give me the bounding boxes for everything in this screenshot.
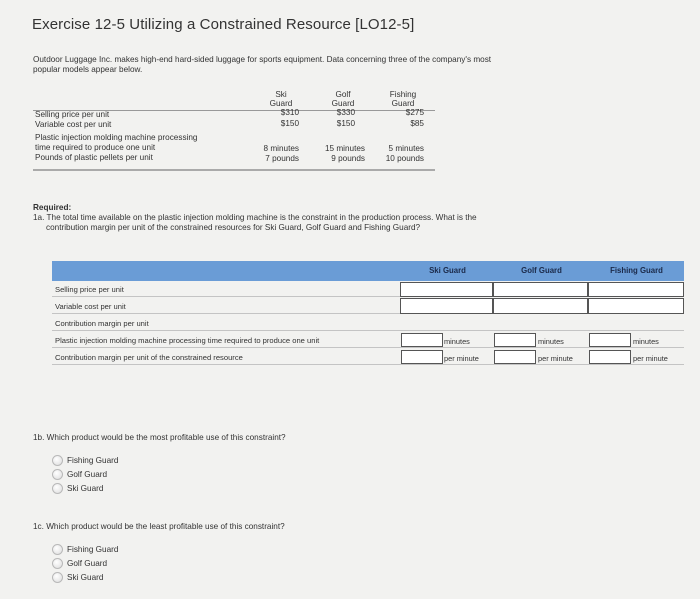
question-1c: 1c. Which product would be the least profitable use of this constraint? — [33, 522, 285, 531]
col-head-line: Golf — [335, 90, 351, 99]
option-label: Ski Guard — [67, 483, 104, 493]
row-label: Contribution margin per unit — [55, 319, 149, 328]
unit-label: per minute — [633, 354, 668, 363]
ski-selling-price-input[interactable] — [400, 282, 493, 297]
cell: $85 — [410, 119, 424, 128]
fishing-cm-per-minute-input[interactable] — [589, 350, 631, 364]
header-golf-guard: Golf Guard — [521, 266, 562, 275]
ski-cm-per-minute-input[interactable] — [401, 350, 443, 364]
option-label: Golf Guard — [67, 469, 108, 479]
col-head-line: Guard — [391, 99, 415, 108]
ski-variable-cost-input[interactable] — [400, 298, 493, 314]
radio-icon[interactable] — [52, 544, 63, 555]
answer-table — [52, 261, 684, 367]
col-head-ski — [261, 90, 301, 108]
option-label: Golf Guard — [67, 558, 108, 568]
radio-icon[interactable] — [52, 455, 63, 466]
col-head-golf — [323, 90, 363, 108]
question-1b: 1b. Which product would be the most profitable use of this constraint? — [33, 433, 286, 442]
option-label: Fishing Guard — [67, 544, 119, 554]
ski-processing-time-input[interactable] — [401, 333, 443, 347]
option-ski-guard[interactable] — [33, 570, 285, 584]
cell: 7 pounds — [265, 154, 299, 163]
radio-icon[interactable] — [52, 469, 63, 480]
row-label: Selling price per unit — [35, 110, 110, 119]
row-label: Selling price per unit — [55, 285, 124, 294]
fishing-selling-price-input[interactable] — [588, 282, 684, 297]
row-label: Variable cost per unit — [55, 302, 126, 311]
cell: $150 — [280, 119, 299, 128]
unit-label: minutes — [633, 337, 659, 346]
option-fishing-guard[interactable] — [33, 453, 286, 467]
row-label: Plastic injection molding machine processing — [35, 133, 198, 142]
data-table — [33, 88, 435, 172]
row-label: time required to produce one unit — [35, 143, 156, 152]
row-label: Variable cost per unit — [35, 120, 112, 129]
radio-icon[interactable] — [52, 558, 63, 569]
unit-label: minutes — [444, 337, 470, 346]
cell: $150 — [336, 119, 355, 128]
row-label: Plastic injection molding machine processing time required to produce one unit — [55, 336, 320, 345]
option-golf-guard[interactable] — [33, 467, 286, 481]
table-divider — [33, 169, 435, 171]
header-fishing-guard: Fishing Guard — [610, 266, 663, 275]
question-1c-block — [33, 522, 285, 584]
question-1b-block — [33, 433, 286, 495]
golf-processing-time-input[interactable] — [494, 333, 536, 347]
answer-table-header — [52, 261, 684, 281]
cell: 15 minutes — [324, 144, 365, 153]
header-ski-guard: Ski Guard — [429, 266, 466, 275]
table-row — [52, 315, 684, 331]
row-label: Contribution margin per unit of the constrained resource — [55, 353, 243, 362]
cell: 10 pounds — [385, 154, 424, 163]
golf-selling-price-input[interactable] — [493, 282, 588, 297]
option-golf-guard[interactable] — [33, 556, 285, 570]
unit-label: per minute — [538, 354, 573, 363]
col-head-line: Guard — [269, 99, 293, 108]
question-1a: 1a. The total time available on the plastic injection molding machine is the constraint in the production process. What is the contribution margin per unit of the constrained resources for Ski Guard, Golf Guard and Fishing Guard? — [33, 213, 477, 232]
golf-variable-cost-input[interactable] — [493, 298, 588, 314]
row-label: Pounds of plastic pellets per unit — [35, 153, 153, 162]
table-row — [52, 281, 684, 297]
col-head-line: Fishing — [389, 90, 417, 99]
col-head-line: Ski — [275, 90, 287, 99]
table-row — [52, 298, 684, 314]
radio-icon[interactable] — [52, 572, 63, 583]
cell: $330 — [336, 108, 355, 117]
radio-icon[interactable] — [52, 483, 63, 494]
exercise-title: Exercise 12-5 Utilizing a Constrained Resource [LO12-5] — [32, 16, 415, 33]
intro-text: Outdoor Luggage Inc. makes high-end hard-sided luggage for sports equipment. Data concerning three of the company's most popular models appear below. — [33, 55, 492, 74]
unit-label: per minute — [444, 354, 479, 363]
option-fishing-guard[interactable] — [33, 542, 285, 556]
option-label: Ski Guard — [67, 572, 104, 582]
table-row — [52, 332, 684, 348]
required-section — [33, 203, 493, 233]
table-row — [52, 349, 684, 365]
cell: 5 minutes — [388, 144, 424, 153]
option-ski-guard[interactable] — [33, 481, 286, 495]
col-head-line: Guard — [331, 99, 355, 108]
required-heading: Required: — [33, 203, 72, 212]
cell: 9 pounds — [331, 154, 365, 163]
cell: 8 minutes — [263, 144, 299, 153]
fishing-variable-cost-input[interactable] — [588, 298, 684, 314]
cell: $275 — [405, 108, 424, 117]
cell: $310 — [280, 108, 299, 117]
golf-cm-per-minute-input[interactable] — [494, 350, 536, 364]
col-head-fishing — [383, 90, 423, 108]
unit-label: minutes — [538, 337, 564, 346]
fishing-processing-time-input[interactable] — [589, 333, 631, 347]
option-label: Fishing Guard — [67, 455, 119, 465]
